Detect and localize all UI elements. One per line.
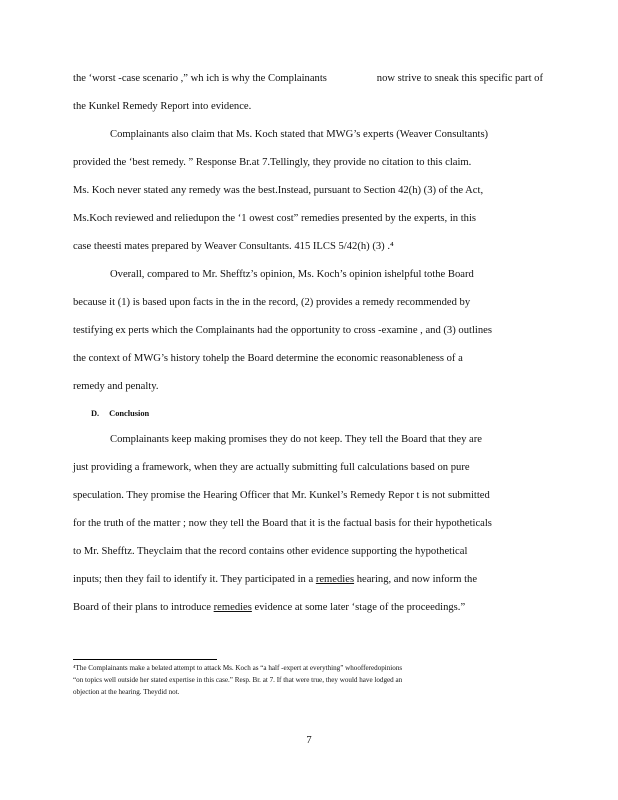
- body-line: Ms. Koch never stated any remedy was the best.Instead, pursuant to Section 42(h) (3) of the Act,: [73, 185, 484, 196]
- section-label: D.: [91, 409, 100, 418]
- body-line: Ms.Koch reviewed and reliedupon the ‘1 owest cost” remedies presented by the experts, in this: [73, 213, 477, 224]
- paragraph-first-line: Complainants keep making promises they do not keep. They tell the Board that they are: [110, 434, 482, 445]
- body-line: to Mr. Shefftz. Theyclaim that the record contains other evidence supporting the hypothetical: [73, 546, 468, 557]
- section-title: Conclusion: [109, 409, 150, 418]
- body-line: the ‘worst -case scenario ,” wh ich is why the Complainants now strive to sneak this specific part of: [73, 73, 543, 84]
- body-line: provided the ‘best remedy. ” Response Br.at 7.Tellingly, they provide no citation to this claim.: [73, 157, 472, 168]
- body-line: remedy and penalty.: [73, 381, 159, 392]
- body-line: because it (1) is based upon facts in the in the record, (2) provides a remedy recommended by: [73, 297, 471, 308]
- footnote-separator: [73, 659, 217, 660]
- paragraph-first-line: Complainants also claim that Ms. Koch stated that MWG’s experts (Weaver Consultants): [110, 129, 489, 140]
- body-line: testifying ex perts which the Complainants had the opportunity to cross -examine , and (3) outlines: [73, 325, 492, 336]
- body-line: inputs; then they fail to identify it. They participated in a remedies hearing, and now inform the: [73, 574, 478, 585]
- paragraph-first-line: Overall, compared to Mr. Shefftz’s opinion, Ms. Koch’s opinion ishelpful tothe Board: [110, 269, 474, 280]
- body-line: the Kunkel Remedy Report into evidence.: [73, 101, 252, 112]
- footnote-line: “on topics well outside her stated expertise in this case.” Resp. Br. at 7. If that were true, they would have lodged an: [73, 676, 403, 684]
- footnote-line: ⁴The Complainants make a belated attempt to attack Ms. Koch as “a half -expert at everything” whoofferedopinions: [73, 664, 403, 672]
- section-heading: [91, 409, 149, 418]
- body-line: just providing a framework, when they are actually submitting full calculations based on pure: [73, 462, 470, 473]
- body-line: case theesti mates prepared by Weaver Consultants. 415 ILCS 5/42(h) (3) .⁴: [73, 241, 394, 252]
- body-line: the context of MWG’s history tohelp the Board determine the economic reasonableness of a: [73, 353, 463, 364]
- body-line: for the truth of the matter ; now they tell the Board that it is the factual basis for their hypotheticals: [73, 518, 492, 529]
- body-line: speculation. They promise the Hearing Officer that Mr. Kunkel’s Remedy Repor t is not submitted: [73, 490, 490, 501]
- page-number: 7: [306, 735, 312, 746]
- footnote-line: objection at the hearing. Theydid not.: [73, 688, 180, 696]
- body-line: Board of their plans to introduce remedies evidence at some later ‘stage of the proceedings.”: [73, 602, 466, 613]
